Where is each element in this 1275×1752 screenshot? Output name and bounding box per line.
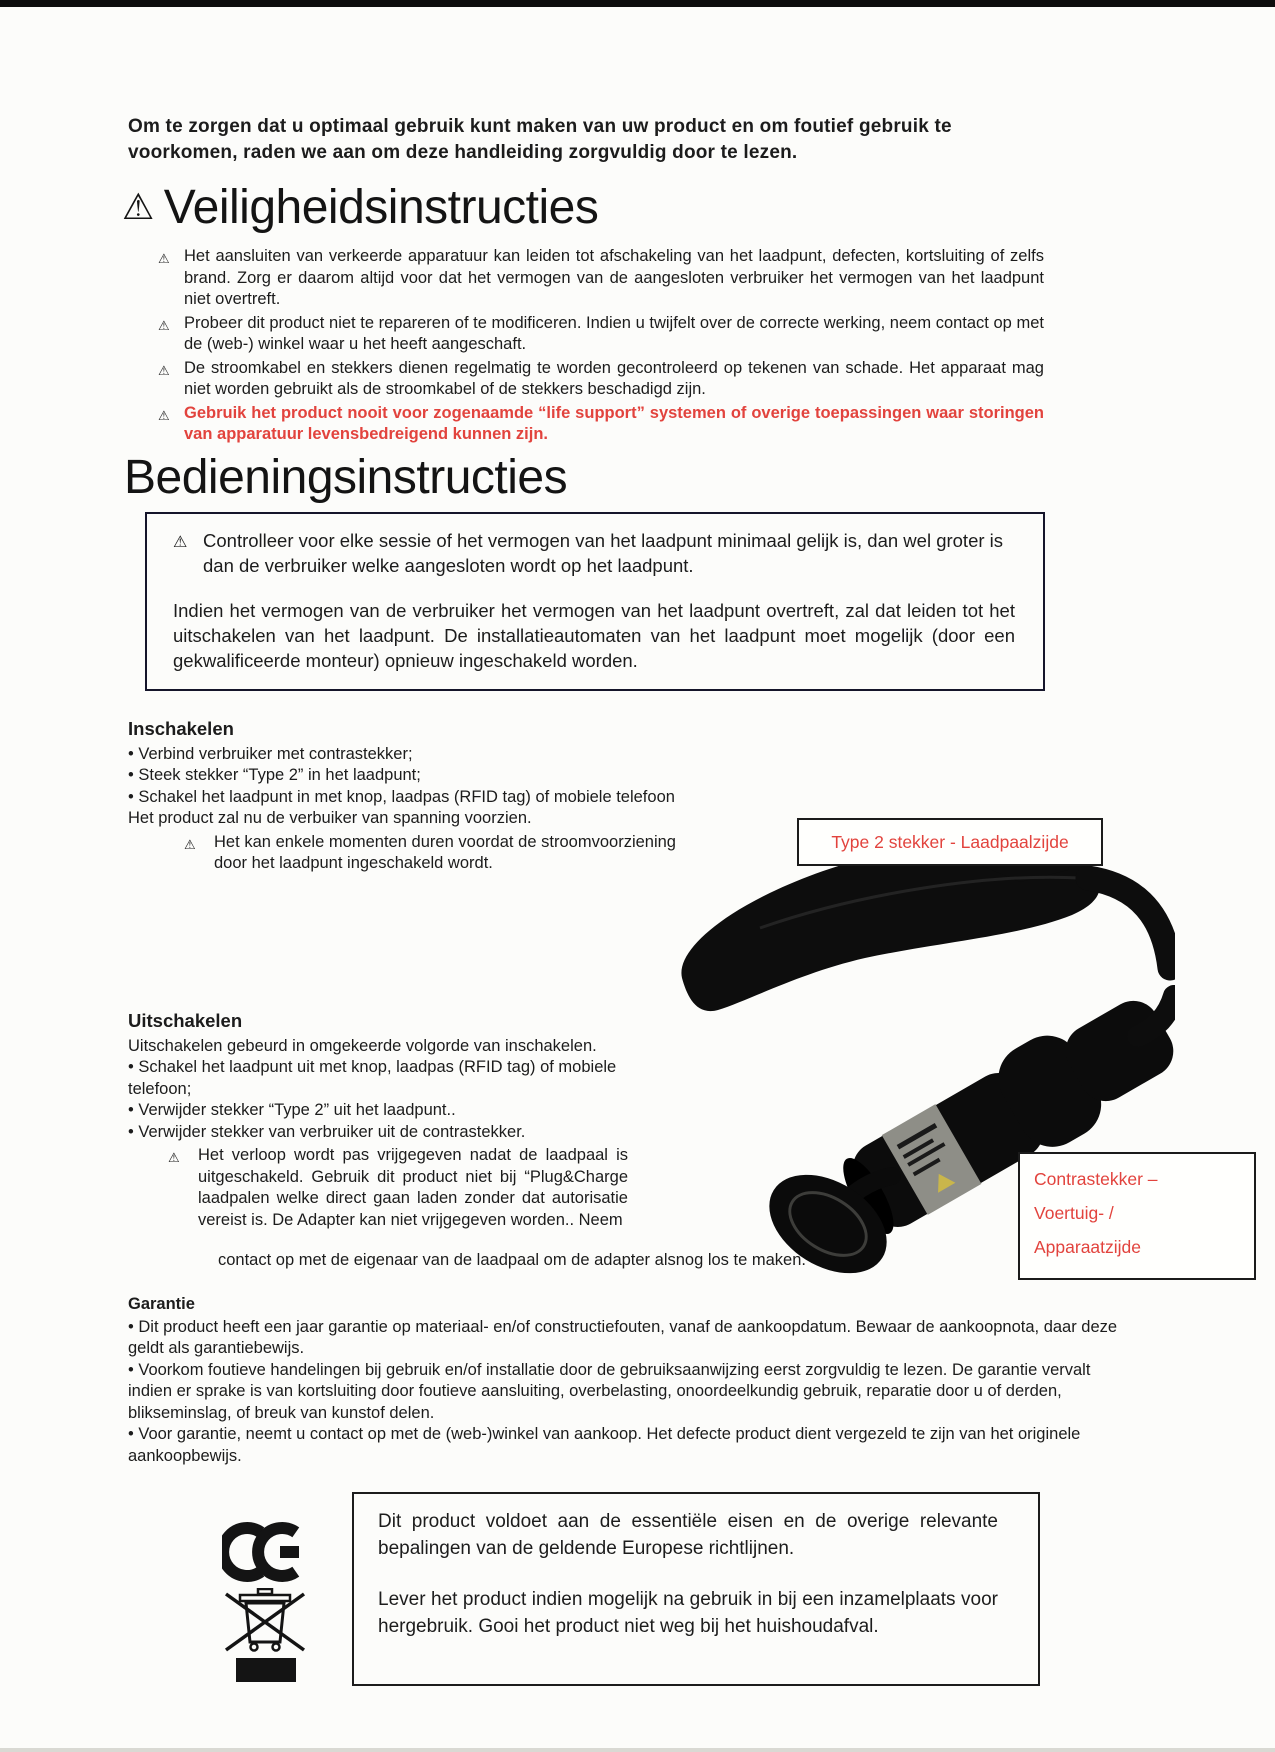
safety-section-heading bbox=[122, 180, 598, 235]
inschakelen-warning bbox=[128, 832, 676, 875]
bullet-line: • Verwijder stekker “Type 2” uit het laadpunt.. bbox=[128, 1101, 456, 1119]
garantie-title: Garantie bbox=[128, 1295, 195, 1313]
warning-icon: ⚠ bbox=[173, 534, 188, 551]
inschakelen-title: Inschakelen bbox=[128, 718, 234, 739]
intro-paragraph: Om te zorgen dat u optimaal gebruik kunt maken van uw product en om foutief gebruik te voorkomen, raden we aan om deze handleiding zorgvuldig door te lezen. bbox=[128, 116, 952, 163]
photo-label-contra-line1: Contrastekker – bbox=[1034, 1169, 1158, 1189]
warning-icon: ⚠ bbox=[122, 186, 154, 227]
scan-artifact-bottom bbox=[0, 1748, 1275, 1752]
garantie-section bbox=[128, 1294, 1118, 1467]
safety-list bbox=[158, 246, 1044, 448]
weee-bin-icon bbox=[222, 1588, 308, 1688]
inschakelen-warning-text: Het kan enkele momenten duren voordat de stroomvoorziening door het laadpunt ingeschakeld wordt. bbox=[214, 832, 676, 872]
compliance-box bbox=[352, 1492, 1040, 1686]
operation-section-heading: Bedieningsinstructies bbox=[124, 451, 568, 504]
inschakelen-section bbox=[128, 718, 676, 875]
uitschakelen-warning bbox=[128, 1145, 628, 1231]
warning-icon: ⚠ bbox=[168, 1150, 180, 1165]
bullet-line: • Verbind verbruiker met contrastekker; bbox=[128, 744, 413, 763]
garantie-bullet: • Voor garantie, neemt u contact op met de (web-)winkel van aankoop. Het defecte product dient vergezeld te zijn van het originele aankoopbewijs. bbox=[128, 1425, 1081, 1465]
safety-item-text: Het aansluiten van verkeerde apparatuur kan leiden tot afschakeling van het laadpunt, defecten, kortsluiting of zelfs brand. Zorg er daarom altijd voor dat het vermogen van de aangesloten verbruiker het vermogen van het laadpunt niet overtreft. bbox=[184, 247, 1044, 308]
compliance-text: Dit product voldoet aan de essentiële eisen en de overige relevante bepalingen van de geldende Europese richtlijnen. bbox=[378, 1511, 998, 1559]
warning-icon: ⚠ bbox=[158, 362, 170, 378]
notice-warning-row bbox=[173, 528, 1015, 578]
ce-mark-icon bbox=[222, 1514, 310, 1590]
uitschakelen-title: Uitschakelen bbox=[128, 1010, 243, 1031]
safety-item-critical bbox=[158, 403, 1044, 446]
photo-label-type2: Type 2 stekker - Laadpaalzijde bbox=[797, 818, 1103, 866]
safety-item bbox=[158, 358, 1044, 401]
warning-icon: ⚠ bbox=[158, 251, 170, 266]
safety-item bbox=[158, 246, 1044, 311]
bullet-line: • Verwijder stekker van verbruiker uit de contrastekker. bbox=[128, 1122, 526, 1141]
safety-heading-text: Veiligheidsinstructies bbox=[163, 181, 599, 234]
warning-icon: ⚠ bbox=[158, 317, 170, 333]
photo-label-contra-line2: Voertuig- / bbox=[1034, 1203, 1114, 1223]
bullet-line: • Schakel het laadpunt uit met knop, laadpas (RFID tag) of mobiele telefoon; bbox=[128, 1058, 617, 1098]
warning-icon: ⚠ bbox=[158, 407, 170, 423]
safety-item-text: Gebruik het product nooit voor zogenaamde “life support” systemen of overige toepassingen waar storingen van apparatuur levensbedreigend kunnen zijn. bbox=[184, 403, 1044, 443]
garantie-bullet: • Dit product heeft een jaar garantie op materiaal- en/of constructiefouten, vanaf de aankoopdatum. Bewaar de aankoopnota, daar deze geldt als garantiebewijs. bbox=[128, 1317, 1118, 1357]
uitschakelen-intro: Uitschakelen gebeurd in omgekeerde volgorde van inschakelen. bbox=[128, 1036, 597, 1055]
uitschakelen-warning-text: Het verloop wordt pas vrijgegeven nadat de laadpaal is uitgeschakeld. Gebruik dit product niet bij “Plug&Charge laadpalen welke direct gaan laden zonder dat autorisatie vereist is. De Adapter kan niet vrijgegeven worden.. Neem bbox=[198, 1146, 628, 1229]
operation-notice-box bbox=[145, 512, 1045, 691]
uitschakelen-section bbox=[128, 1010, 628, 1231]
safety-item-text: De stroomkabel en stekkers dienen regelmatig te worden gecontroleerd op tekenen van schade. Het apparaat mag niet worden gebruikt als de stroomkabel of de stekkers beschadigd zijn. bbox=[184, 358, 1044, 398]
safety-item bbox=[158, 313, 1044, 356]
bullet-line: • Schakel het laadpunt in met knop, laadpas (RFID tag) of mobiele telefoon bbox=[128, 787, 675, 806]
garantie-bullet: • Voorkom foutieve handelingen bij gebruik en/of installatie door de gebruiksaanwijzing eerst zorgvuldig te lezen. De garantie vervalt indien er sprake is van kortsluiting door foutieve aansluiting, overbelasting, onoordeelkundig gebruik, reparatie door u of derden, blikseminslag, of breuk van kunstof delen. bbox=[128, 1360, 1091, 1422]
scan-artifact-top bbox=[0, 0, 1275, 7]
bullet-line: • Steek stekker “Type 2” in het laadpunt; bbox=[128, 766, 421, 784]
inschakelen-note: Het product zal nu de verbuiker van spanning voorzien. bbox=[128, 809, 532, 827]
photo-label-contra-line3: Apparaatzijde bbox=[1034, 1237, 1142, 1257]
cable bbox=[1088, 878, 1170, 968]
weee-bar bbox=[236, 1658, 296, 1682]
safety-item-text: Probeer dit product niet te repareren of te modificeren. Indien u twijfelt over de correcte werking, neem contact op met de (web-) winkel waar u het heeft aangeschaft. bbox=[184, 313, 1044, 353]
warning-icon: ⚠ bbox=[184, 836, 196, 852]
recycling-text: Lever het product indien mogelijk na gebruik in bij een inzamelplaats voor hergebruik. Gooi het product niet weg bij het huishoudafval. bbox=[378, 1589, 998, 1637]
uitschakelen-warning-tail: contact op met de eigenaar van de laadpaal om de adapter alsnog los te maken. bbox=[218, 1251, 806, 1269]
notice-warning-text: Controlleer voor elke sessie of het vermogen van het laadpunt minimaal gelijk is, dan wel groter is dan de verbruiker welke aangesloten wordt op het laadpunt. bbox=[203, 530, 1004, 576]
notice-body-text: Indien het vermogen van de verbruiker het vermogen van het laadpunt overtreft, zal dat leiden tot het uitschakelen van het laadpunt. De installatieautomaten van het laadpunt moet mogelijk (door een gekwalificeerde monteur) opnieuw ingeschakeld worden. bbox=[173, 600, 1015, 671]
photo-label-contra bbox=[1018, 1152, 1256, 1280]
